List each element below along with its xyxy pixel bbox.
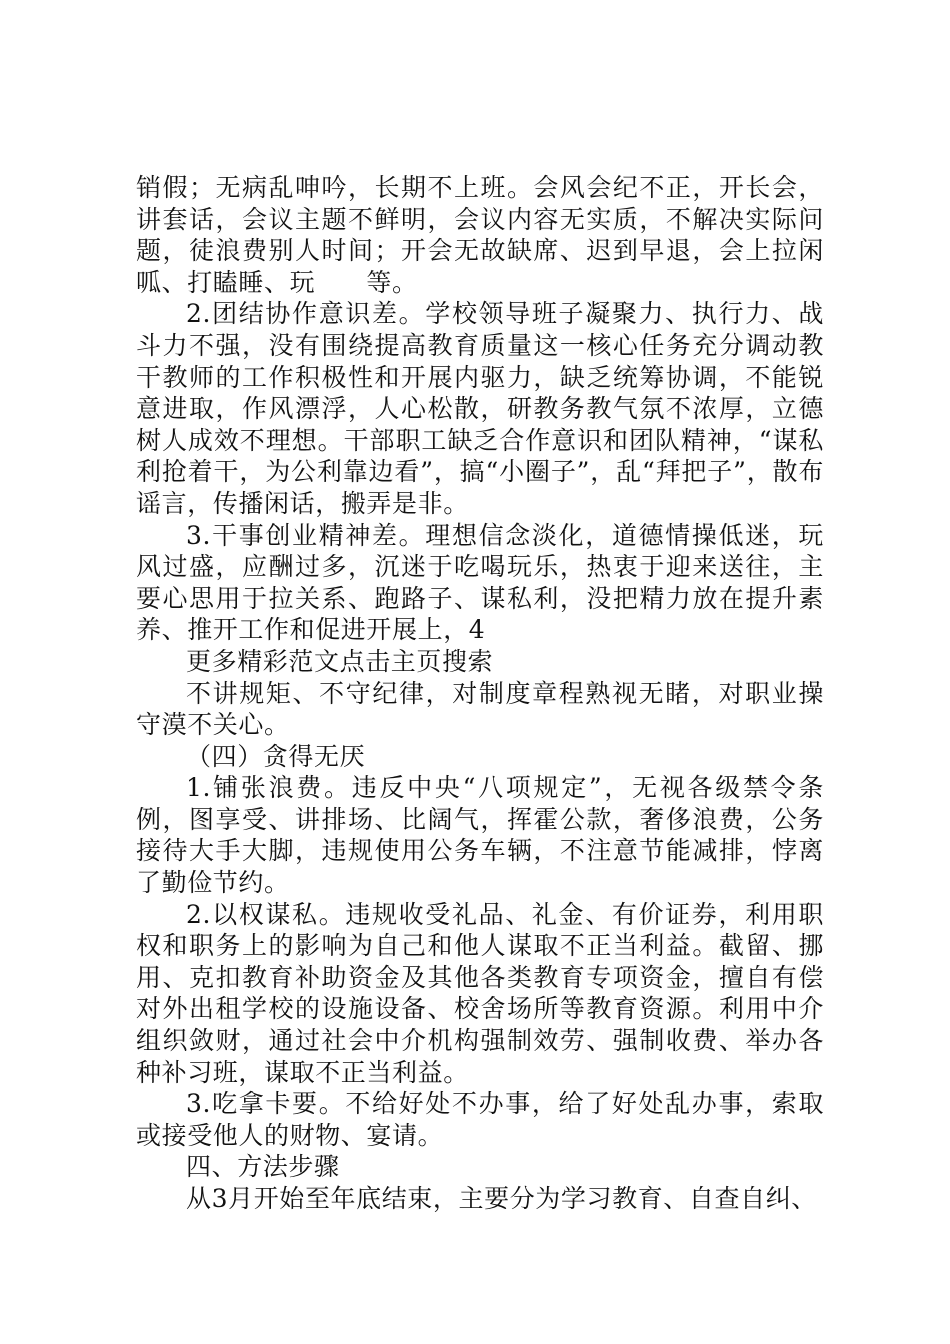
- paragraph-extravagance: 1.铺张浪费。违反中央“八项规定”，无视各级禁令条例，图享受、讲排场、比阔气，挥霍公款，奢侈浪费，公务接待大手大脚，违规使用公务车辆，不注意节能减排，悖离了勤俭节约。: [136, 773, 824, 898]
- paragraph-entrepreneurship: 3.干事创业精神差。理想信念淡化，道德情操低迷，玩风过盛，应酬过多，沉迷于吃喝玩乐，热衷于迎来送往，主要心思用于拉关系、跑路子、谋私利，没把精力放在提升素养、推开工作和促进开展上，4: [136, 520, 824, 645]
- paragraph-schedule: 从3月开始至年底结束，主要分为学习教育、自查自纠、: [186, 1184, 817, 1213]
- section-heading-greed: （四）贪得无厌: [186, 741, 366, 771]
- paragraph-continuation: 销假；无病乱呻吟，长期不上班。会风会纪不正，开长会，讲套话，会议主题不鲜明，会议内容无实质，不解决实际问题，徒浪费别人时间；开会无故缺席、迟到早退，会上拉闲呱、打瞌睡、玩 等。: [136, 173, 824, 297]
- document-body: [136, 172, 824, 1215]
- paragraph-rules-discipline: 不讲规矩、不守纪律，对制度章程熟视无睹，对职业操守漠不关心。: [136, 678, 824, 740]
- paragraph-abuse-of-power: 2.以权谋私。违规收受礼品、礼金、有价证券，利用职权和职务上的影响为自己和他人谋取不正当利益。截留、挪用、克扣教育补助资金及其他各类教育专项资金，擅自有偿对外出租学校的设施设备、校舍场所等教育资源。利用中介组织敛财，通过社会中介机构强制效劳、强制收费、举办各种补习班，谋取不正当利益。: [136, 899, 824, 1087]
- paragraph-bribery: 3.吃拿卡要。不给好处不办事，给了好处乱办事，索取或接受他人的财物、宴请。: [136, 1089, 824, 1150]
- paragraph-unity-cooperation: 2.团结协作意识差。学校领导班子凝聚力、执行力、战斗力不强，没有围绕提高教育质量这一核心任务充分调动教干教师的工作积极性和开展内驱力，缺乏统筹协调，不能锐意进取，作风漂浮，人心松散，研教务教气氛不浓厚，立德树人成效不理想。干部职工缺乏合作意识和团队精神，“谋私利抢着干，为公利靠边看”，搞“小圈子”，乱“拜把子”，散布谣言，传播闲话，搬弄是非。: [136, 299, 824, 518]
- section-heading-methods: 四、方法步骤: [186, 1152, 340, 1182]
- paragraph-promo-link: 更多精彩范文点击主页搜索: [186, 646, 494, 676]
